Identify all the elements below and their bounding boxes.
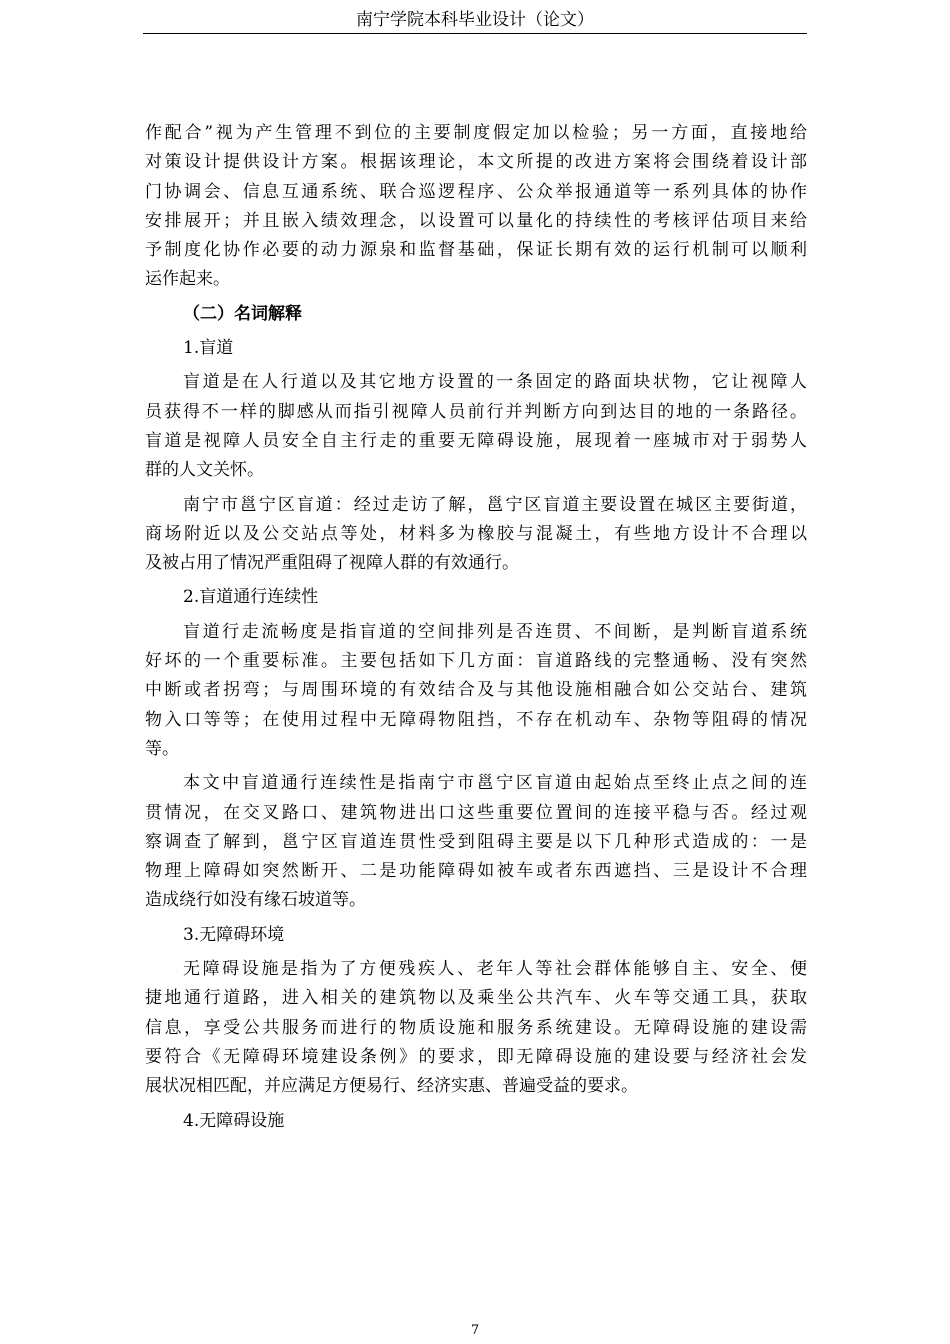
text-line: 物入口等等；在使用过程中无障碍物阻挡，不存在机动车、杂物等阻碍的情况 <box>145 709 807 730</box>
running-header <box>143 8 807 34</box>
text-line: 捷地通行道路，进入相关的建筑物以及乘坐公共汽车、火车等交通工具，获取 <box>145 988 807 1009</box>
paragraph-4 <box>145 618 807 764</box>
page-number: 7 <box>470 1323 480 1338</box>
text-line: 要符合《无障碍环境建设条例》的要求，即无障碍设施的建设要与经济社会发 <box>145 1046 807 1067</box>
text-line: 及被占用了情况严重阻碍了视障人群的有效通行。 <box>145 553 519 574</box>
paragraph-2 <box>145 368 807 485</box>
text-line: 好坏的一个重要标准。主要包括如下几方面：盲道路线的完整通畅、没有突然 <box>145 651 807 672</box>
text-line: 察调查了解到，邕宁区盲道连贯性受到阻碍主要是以下几种形式造成的：一是 <box>145 831 807 852</box>
subheading-barrier-free-environment: 3.无障碍环境 <box>183 924 285 945</box>
subheading-blind-path: 1.盲道 <box>183 338 234 359</box>
text-line: 员获得不一样的脚感从而指引视障人员前行并判断方向到达目的地的一条路径。 <box>145 401 807 422</box>
text-line: 盲道行走流畅度是指盲道的空间排列是否连贯、不间断，是判断盲道系统 <box>183 621 807 642</box>
text-line: 贯情况，在交叉路口、建筑物进出口这些重要位置间的连接平稳与否。经过观 <box>145 802 807 823</box>
text-line: 等。 <box>145 738 179 759</box>
text-line: 无障碍设施是指为了方便残疾人、老年人等社会群体能够自主、安全、便 <box>183 959 807 980</box>
text-line: 予制度化协作必要的动力源泉和监督基础，保证长期有效的运行机制可以顺利 <box>145 240 807 261</box>
paragraph-3 <box>145 491 807 579</box>
text-line: 群的人文关怀。 <box>145 460 264 481</box>
text-line: 安排展开；并且嵌入绩效理念，以设置可以量化的持续性的考核评估项目来给 <box>145 210 807 231</box>
text-line: 中断或者拐弯；与周围环境的有效结合及与其他设施相融合如公交站台、建筑 <box>145 680 807 701</box>
text-line: 物理上障碍如突然断开、二是功能障碍如被车或者东西遮挡、三是设计不合理 <box>145 861 807 882</box>
text-line: 本文中盲道通行连续性是指南宁市邕宁区盲道由起始点至终止点之间的连 <box>183 773 807 794</box>
subheading-barrier-free-facilities: 4.无障碍设施 <box>183 1110 285 1131</box>
text-line: 作配合”视为产生管理不到位的主要制度假定加以检验；另一方面，直接地给 <box>145 123 807 143</box>
text-line: 对策设计提供设计方案。根据该理论，本文所提的改进方案将会围绕着设计部 <box>145 152 807 173</box>
text-line: 信息，享受公共服务而进行的物质设施和服务系统建设。无障碍设施的建设需 <box>145 1017 807 1038</box>
paragraph-6 <box>145 955 807 1101</box>
header-title: 南宁学院本科毕业设计（论文） <box>356 10 594 30</box>
paragraph-1 <box>145 119 807 295</box>
text-line: 运作起来。 <box>145 269 230 290</box>
text-line: 南宁市邕宁区盲道：经过走访了解，邕宁区盲道主要设置在城区主要街道， <box>183 494 807 515</box>
text-line: 盲道是在人行道以及其它地方设置的一条固定的路面块状物，它让视障人 <box>183 372 807 393</box>
text-line: 门协调会、信息互通系统、联合巡逻程序、公众举报通道等一系列具体的协作 <box>145 181 807 202</box>
subheading-continuity: 2.盲道通行连续性 <box>183 587 319 608</box>
paragraph-5 <box>145 769 807 915</box>
text-line: 商场附近以及公交站点等处，材料多为橡胶与混凝土，有些地方设计不合理以 <box>145 523 807 544</box>
section-heading: （二）名词解释 <box>183 303 302 324</box>
text-line: 造成绕行如没有缘石坡道等。 <box>145 890 366 911</box>
page-body <box>145 119 807 1136</box>
text-line: 盲道是视障人员安全自主行走的重要无障碍设施，展现着一座城市对于弱势人 <box>145 430 807 451</box>
text-line: 展状况相匹配，并应满足方便易行、经济实惠、普遍受益的要求。 <box>145 1076 638 1097</box>
